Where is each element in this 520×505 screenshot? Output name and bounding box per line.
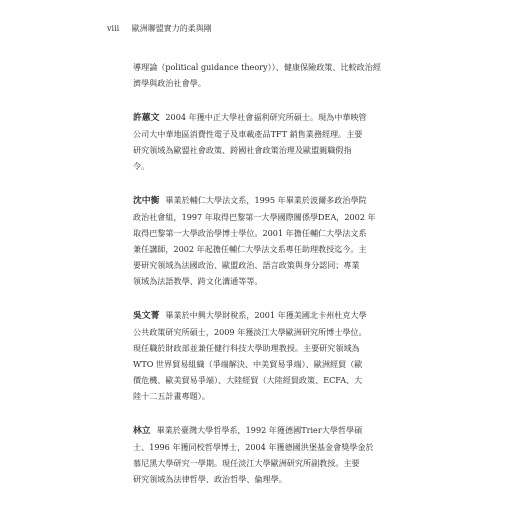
text-line: 現任職於財政部並兼任健行科技大學助理教授。主要研究領域為 xyxy=(133,343,360,353)
text-line-rest: 2004 年獲中正大學社會福利研究所碩士。現為中華映管 xyxy=(165,112,367,122)
text-line: 慕尼黑大學研究一學期。現任淡江大學歐洲研究所副教授。主要 xyxy=(133,458,360,468)
bio-entry xyxy=(133,307,381,404)
author-name: 沈中衡 xyxy=(133,196,160,206)
bio-entry xyxy=(133,192,381,289)
running-title: 歐洲聯盟實力的柔與剛 xyxy=(131,24,212,33)
bio-entry xyxy=(133,422,381,487)
text-line: 濟學與政治社會學。 xyxy=(133,78,206,88)
page-body xyxy=(133,59,381,505)
paragraph-continuation xyxy=(133,59,381,91)
text-line xyxy=(133,422,381,439)
author-name: 林立 xyxy=(133,426,151,436)
text-line: 要研究領域為法國政治、歐盟政治、語言政策與身分認同；專業 xyxy=(133,260,360,270)
text-line: 士、1996 年獲同校哲學博士，2004 年獲德國洪堡基金會獎學金於 xyxy=(133,442,374,452)
page-number: viii xyxy=(107,24,120,33)
text-line: 導理論（political guidance theory））、健康保險政策、比較政治經 xyxy=(133,62,381,72)
bio-entry xyxy=(133,109,381,174)
text-line: 領域為法語教學、跨文化溝通等等。 xyxy=(133,276,263,286)
running-header xyxy=(107,23,212,34)
author-name: 吳文菁 xyxy=(133,311,160,321)
text-line: 兼任講師，2002 年起擔任輔仁大學法文系專任助理教授迄今。主 xyxy=(133,244,367,254)
text-line: 研究領域為法律哲學、政治哲學、倫理學。 xyxy=(133,474,287,484)
text-line xyxy=(133,192,381,209)
text-line: 公共政策研究所碩士，2009 年獲淡江大學歐洲研究所博士學位。 xyxy=(133,327,367,337)
text-line: 令。 xyxy=(133,161,150,171)
text-line xyxy=(133,307,381,324)
text-line: WTO 世界貿易組織（爭端解決、中美貿易爭端）、歐洲經貿（歐 xyxy=(133,359,363,369)
text-line xyxy=(133,109,381,126)
text-line-rest: 畢業於輔仁大學法文系，1995 年畢業於波爾多政治學院 xyxy=(165,195,367,205)
text-line-rest: 畢業於臺灣大學哲學系，1992 年獲德國Trier大學哲學碩 xyxy=(156,425,363,435)
text-line: 陸十二五計畫專題）。 xyxy=(133,391,210,401)
text-line: 公司大中華地區消費性電子及車載產品TFT 銷售業務經理。主要 xyxy=(133,129,363,139)
text-line: 研究領域為歐盟社會政策、跨國社會政策治理及歐盟親職假指 xyxy=(133,145,352,155)
text-line-rest: 畢業於中興大學財稅系，2001 年獲美國北卡州杜克大學 xyxy=(165,310,367,320)
text-line: 取得巴黎第一大學政治學博士學位。2001 年擔任輔仁大學法文系 xyxy=(133,228,367,238)
text-line: 價危機、歐美貿易爭端）、大陸經貿（大陸經貿政策、ECFA、大 xyxy=(133,375,363,385)
text-line: 政治社會組，1997 年取得巴黎第一大學國際關係學DEA，2002 年 xyxy=(133,212,376,222)
author-name: 許蕙文 xyxy=(133,113,160,123)
